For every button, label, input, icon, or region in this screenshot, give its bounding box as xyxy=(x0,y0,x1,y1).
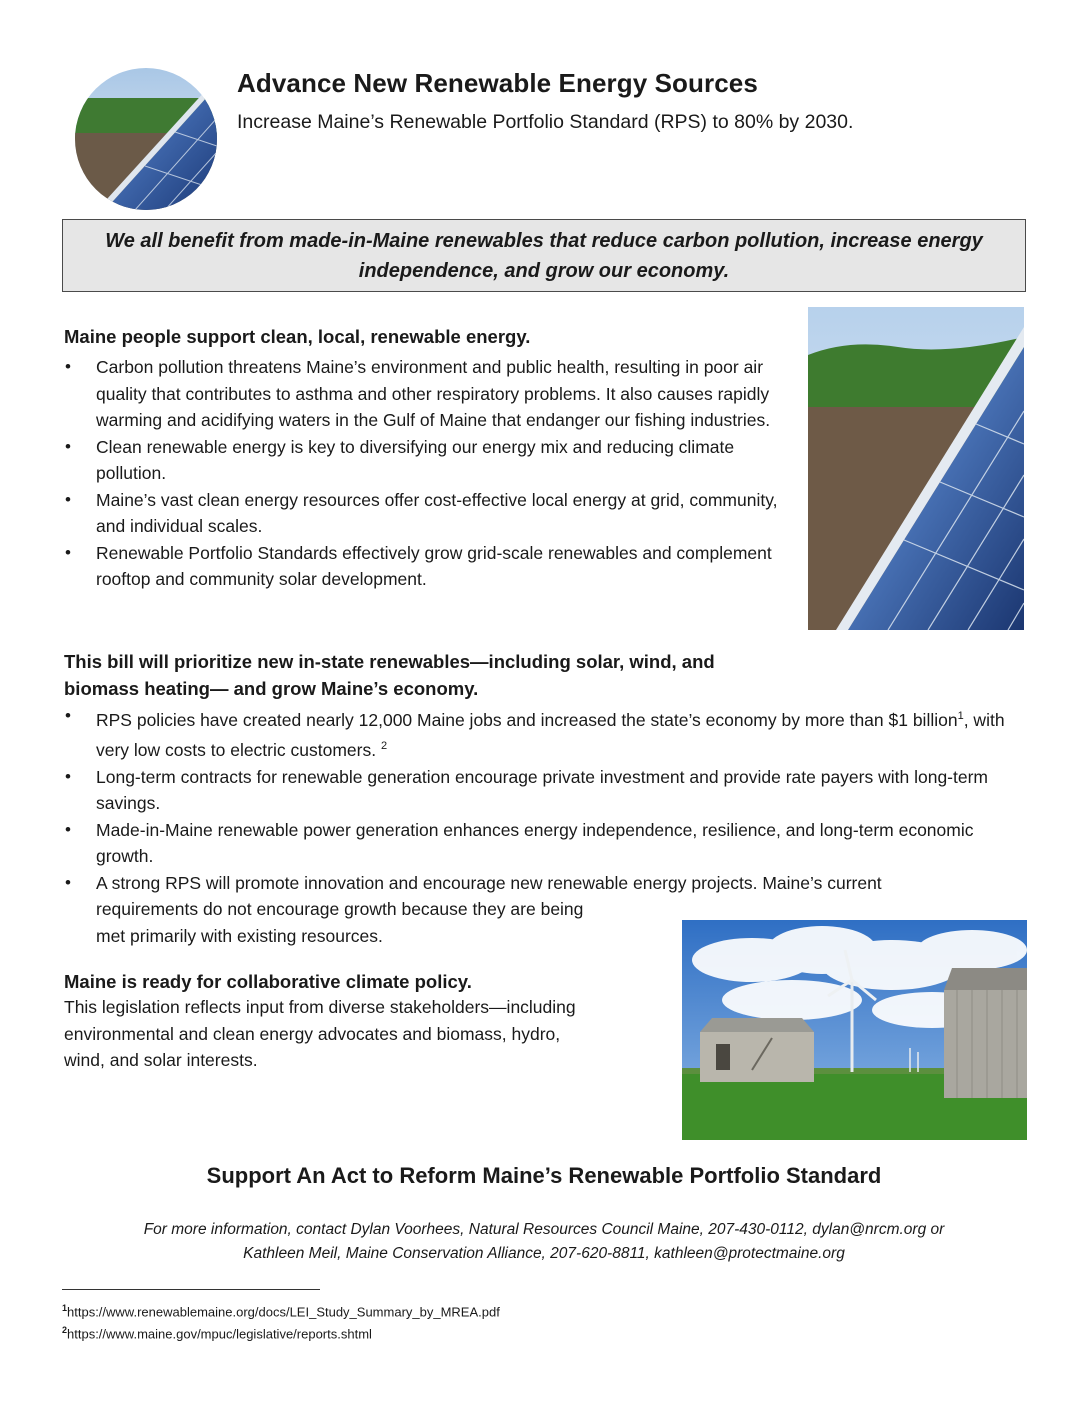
bullet4-line2: requirements do not encourage growth because they are being xyxy=(96,899,584,920)
section2-list xyxy=(62,703,1027,949)
section3-line2: environmental and clean energy advocates and biomass, hydro, xyxy=(64,1023,561,1044)
contact-line2: Kathleen Meil, Maine Conservation Alliance, 207-620-8811, kathleen@protectmaine.org xyxy=(243,1245,845,1262)
contact-info xyxy=(0,1218,1088,1266)
section3-line1: This legislation reflects input from diverse stakeholders—including xyxy=(64,997,576,1017)
list-item xyxy=(62,703,1027,764)
banner-text: We all benefit from made-in-Maine renewables that reduce carbon pollution, increase energy independence, and grow our economy. xyxy=(105,229,983,282)
list-item: • Clean renewable energy is key to diversifying our energy mix and reducing climate pollution. xyxy=(62,434,792,487)
list-item: • Long-term contracts for renewable generation encourage private investment and provide rate payers with long-term savings. xyxy=(62,764,1027,817)
section1-list xyxy=(62,354,792,593)
list-item: • Renewable Portfolio Standards effectively grow grid-scale renewables and complement rooftop and community solar development. xyxy=(62,540,792,593)
footnote-number: 2 xyxy=(62,1325,68,1335)
support-call-to-action: Support An Act to Reform Maine’s Renewable Portfolio Standard xyxy=(206,1163,882,1188)
footnote-ref-2: 2 xyxy=(380,740,388,753)
footnote-divider xyxy=(62,1289,320,1290)
solar-logo-image xyxy=(75,68,217,210)
section2-heading-line2: biomass heating— and grow Maine’s economy. xyxy=(64,678,479,699)
section1-heading: Maine people support clean, local, renewable energy. xyxy=(64,326,531,347)
contact-line1: For more information, contact Dylan Voorhees, Natural Resources Council Maine, 207-430-0112, dylan@nrcm.org or xyxy=(143,1221,945,1238)
section3-heading: Maine is ready for collaborative climate policy. xyxy=(64,971,472,992)
footnote-link-2[interactable]: https://www.maine.gov/mpuc/legislative/reports.shtml xyxy=(67,1326,372,1342)
page-subtitle: Increase Maine’s Renewable Portfolio Standard (RPS) to 80% by 2030. xyxy=(237,111,854,133)
list-item: • Carbon pollution threatens Maine’s environment and public health, resulting in poor air quality that contributes to asthma and other respiratory problems. It also causes rapidly warming and acidifying waters in the Gulf of Maine that endanger our fishing industries. xyxy=(62,354,792,434)
section3-text xyxy=(64,994,576,1074)
bullet1-text: RPS policies have created nearly 12,000 Maine jobs and increased the state’s economy by more than $1 billion xyxy=(96,709,958,730)
section3-line3: wind, and solar interests. xyxy=(64,1050,258,1070)
wind-turbine-photo xyxy=(682,920,1027,1140)
section2-heading xyxy=(64,648,715,702)
section2-heading-line1: This bill will prioritize new in-state renewables—including solar, wind, and xyxy=(64,651,715,672)
list-item: • Made-in-Maine renewable power generation enhances energy independence, resilience, and long-term economic growth. xyxy=(62,817,1027,870)
footnote-2 xyxy=(62,1325,372,1341)
page-title: Advance New Renewable Energy Sources xyxy=(237,68,758,98)
footnote-link-1[interactable]: https://www.renewablemaine.org/docs/LEI_Study_Summary_by_MREA.pdf xyxy=(67,1304,500,1320)
solar-panel-photo xyxy=(808,307,1024,630)
banner xyxy=(62,219,1026,292)
footnote-ref-1: 1 xyxy=(957,710,964,722)
footnote-number: 1 xyxy=(62,1303,68,1313)
bullet4-line3: met primarily with existing resources. xyxy=(96,925,383,946)
footnote-1 xyxy=(62,1303,500,1319)
list-item: • Maine’s vast clean energy resources offer cost-effective local energy at grid, community, and individual scales. xyxy=(62,487,792,540)
bullet4-line1: • A strong RPS will promote innovation and encourage new renewable energy projects. Maine’s current xyxy=(96,872,882,893)
bullet1-after: , with very low costs to electric customers. xyxy=(96,709,1005,761)
